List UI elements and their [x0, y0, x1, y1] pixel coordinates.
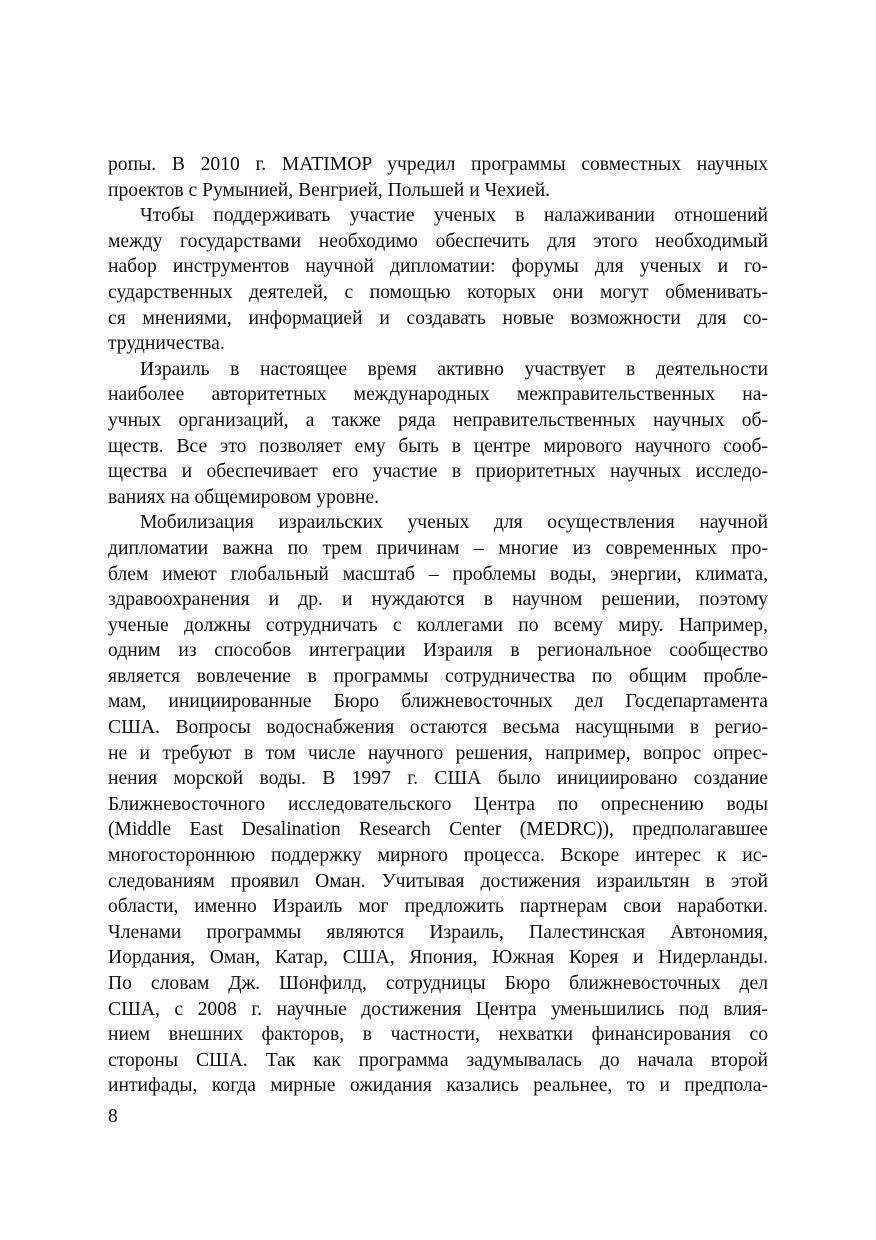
text-line: По словам Дж. Шонфилд, сотрудницы Бюро ближневосточных дел	[108, 973, 768, 994]
text-line: Израиль в настоящее время активно участвует в деятельности	[140, 358, 768, 380]
page-body	[108, 152, 768, 1099]
text-line: учных организаций, а также ряда неправительственных научных об-	[108, 409, 768, 431]
text-line: здравоохранения и др. и нуждаются в научном решении, поэтому	[108, 589, 768, 611]
text-line: Ближневосточного исследовательского Центра по опреснению воды	[108, 793, 768, 815]
text-line: одним из способов интеграции Израиля в региональное сообщество	[108, 640, 768, 662]
text-line: (Middle East Desalination Research Center (MEDRC)), предполагавшее	[108, 819, 768, 841]
text-line: нения морской воды. В 1997 г. США было инициировано создание	[108, 768, 768, 790]
text-line: мам, инициированные Бюро ближневосточных дел Госдепартамента	[108, 691, 768, 713]
text-line: стороны США. Так как программа задумывалась до начала второй	[108, 1049, 768, 1071]
text-line: США, с 2008 г. научные достижения Центра уменьшились под влия-	[108, 998, 768, 1020]
text-line: следованиям проявил Оман. Учитывая достижения израильтян в этой	[108, 870, 768, 892]
text-line: дипломатии важна по трем причинам – многие из современных про-	[108, 537, 768, 559]
text-line: блем имеют глобальный масштаб – проблемы воды, энергии, климата,	[108, 563, 768, 585]
paragraph-1	[108, 152, 768, 203]
text-line: Мобилизация израильских ученых для осуществления научной	[140, 512, 768, 534]
text-line: набор инструментов научной дипломатии: форумы для ученых и го-	[108, 256, 768, 278]
text-line: ществ. Все это позволяет ему быть в центре мирового научного сооб-	[108, 435, 768, 457]
text-line: является вовлечение в программы сотрудничества по общим пробле-	[108, 665, 768, 687]
text-line: ропы. В 2010 г. MATIMOP учредил программы совместных научных	[108, 154, 768, 175]
text-line: между государствами необходимо обеспечить для этого необходимый	[108, 230, 768, 252]
text-line: проектов с Румынией, Венгрией, Польшей и Чехией.	[108, 179, 551, 201]
text-line: нием внешних факторов, в частности, нехватки финансирования со	[108, 1024, 768, 1046]
text-line: ученые должны сотрудничать с коллегами по всему миру. Например,	[108, 614, 768, 636]
text-line: сударственных деятелей, с помощью которых они могут обменивать-	[108, 281, 768, 303]
text-line: ся мнениями, информацией и создавать новые возможности для со-	[108, 307, 768, 329]
text-line: Иордания, Оман, Катар, США, Япония, Южная Корея и Нидерланды.	[108, 947, 768, 969]
text-line: Чтобы поддерживать участие ученых в налаживании отношений	[140, 205, 768, 227]
text-line: щества и обеспечивает его участие в приоритетных научных исследо-	[108, 461, 768, 483]
text-line: интифады, когда мирные ожидания казались реальнее, то и предпола-	[108, 1075, 768, 1097]
text-line: ваниях на общемировом уровне.	[108, 486, 380, 508]
text-line: не и требуют в том числе научного решения, например, вопрос опрес-	[108, 742, 768, 764]
text-line: Членами программы являются Израиль, Палестинская Автономия,	[108, 921, 768, 943]
paragraph-2	[108, 203, 768, 357]
text-line: многостороннюю поддержку мирного процесса. Вскоре интерес к ис-	[108, 845, 768, 867]
text-line: США. Вопросы водоснабжения остаются весьма насущными в регио-	[108, 717, 768, 739]
text-line: трудничества.	[108, 333, 225, 355]
text-line: наиболее авторитетных международных межправительственных на-	[108, 384, 768, 406]
page-number: 8	[108, 1106, 118, 1127]
text-line: области, именно Израиль мог предложить партнерам свои наработки.	[108, 896, 768, 918]
paragraph-4	[108, 510, 768, 1099]
paragraph-3	[108, 357, 768, 511]
